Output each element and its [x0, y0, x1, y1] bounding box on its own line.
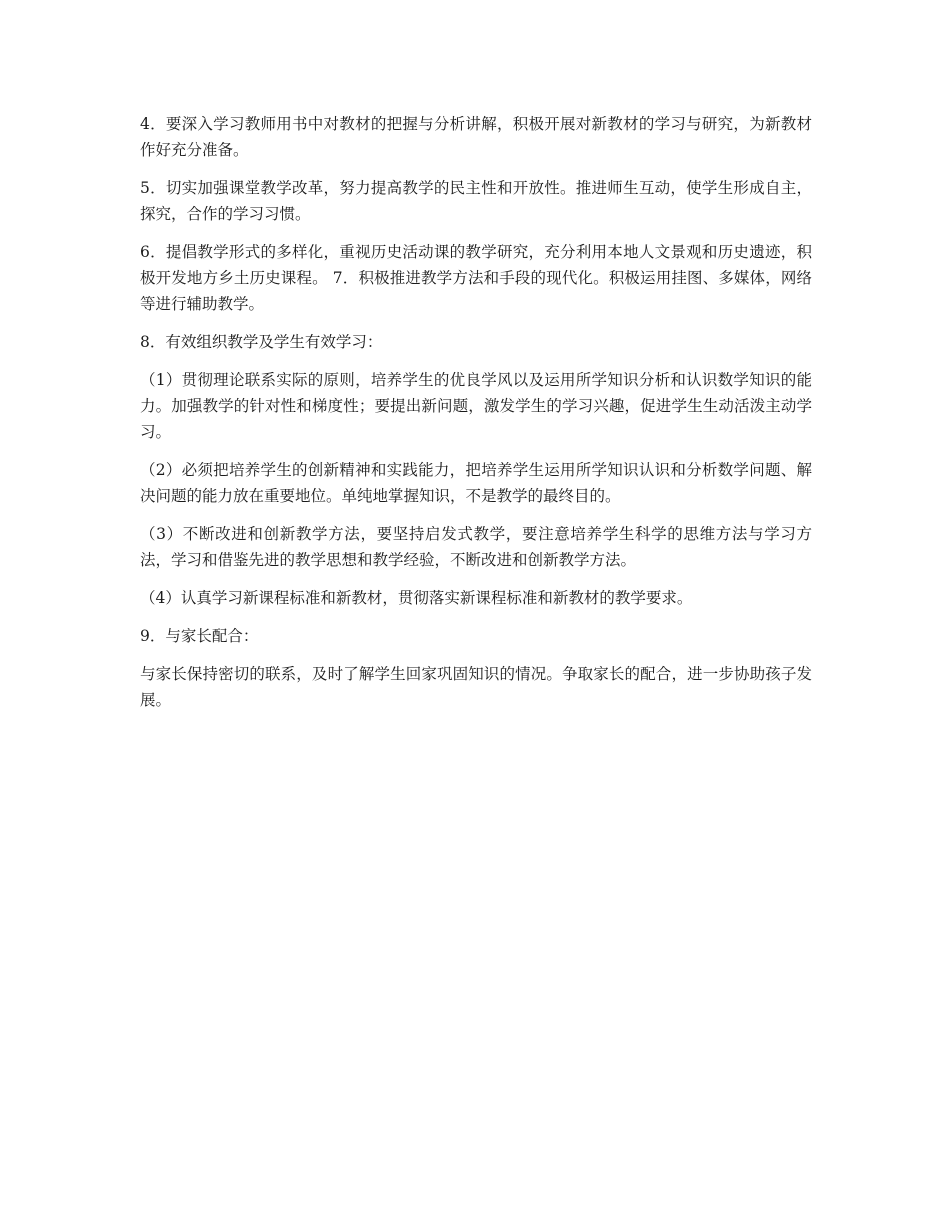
paragraph-subitem-3: （3）不断改进和创新教学方法，要坚持启发式教学，要注意培养学生科学的思维方法与学习方法，学习和借鉴先进的教学思想和教学经验，不断改进和创新教学方法。 [140, 525, 812, 569]
paragraph-item-8-heading: 8．有效组织教学及学生有效学习： [140, 333, 383, 351]
paragraph-item-6-7: 6．提倡教学形式的多样化，重视历史活动课的教学研究，充分利用本地人文景观和历史遗迹，积极开发地方乡土历史课程。 7．积极推进教学方法和手段的现代化。积极运用挂图、多媒体，网络等进行辅助教学。 [140, 243, 812, 313]
paragraph-item-9-heading: 9．与家长配合： [140, 627, 259, 645]
paragraph-subitem-4: （4）认真学习新课程标准和新教材，贯彻落实新课程标准和新教材的教学要求。 [140, 589, 693, 607]
paragraph-subitem-2: （2）必须把培养学生的创新精神和实践能力，把培养学生运用所学知识认识和分析数学问题、解决问题的能力放在重要地位。单纯地掌握知识，不是教学的最终目的。 [140, 461, 812, 505]
paragraph-item-4: 4．要深入学习教师用书中对教材的把握与分析讲解，积极开展对新教材的学习与研究，为新教材作好充分准备。 [140, 115, 812, 159]
document-body [140, 111, 812, 725]
paragraph-parent-cooperation: 与家长保持密切的联系，及时了解学生回家巩固知识的情况。争取家长的配合，进一步协助孩子发展。 [140, 665, 812, 709]
paragraph-item-5: 5．切实加强课堂教学改革，努力提高教学的民主性和开放性。推进师生互动，使学生形成自主，探究，合作的学习习惯。 [140, 179, 812, 223]
paragraph-subitem-1: （1）贯彻理论联系实际的原则，培养学生的优良学风以及运用所学知识分析和认识数学知识的能力。加强教学的针对性和梯度性；要提出新问题，激发学生的学习兴趣，促进学生生动活泼主动学习。 [140, 371, 812, 441]
